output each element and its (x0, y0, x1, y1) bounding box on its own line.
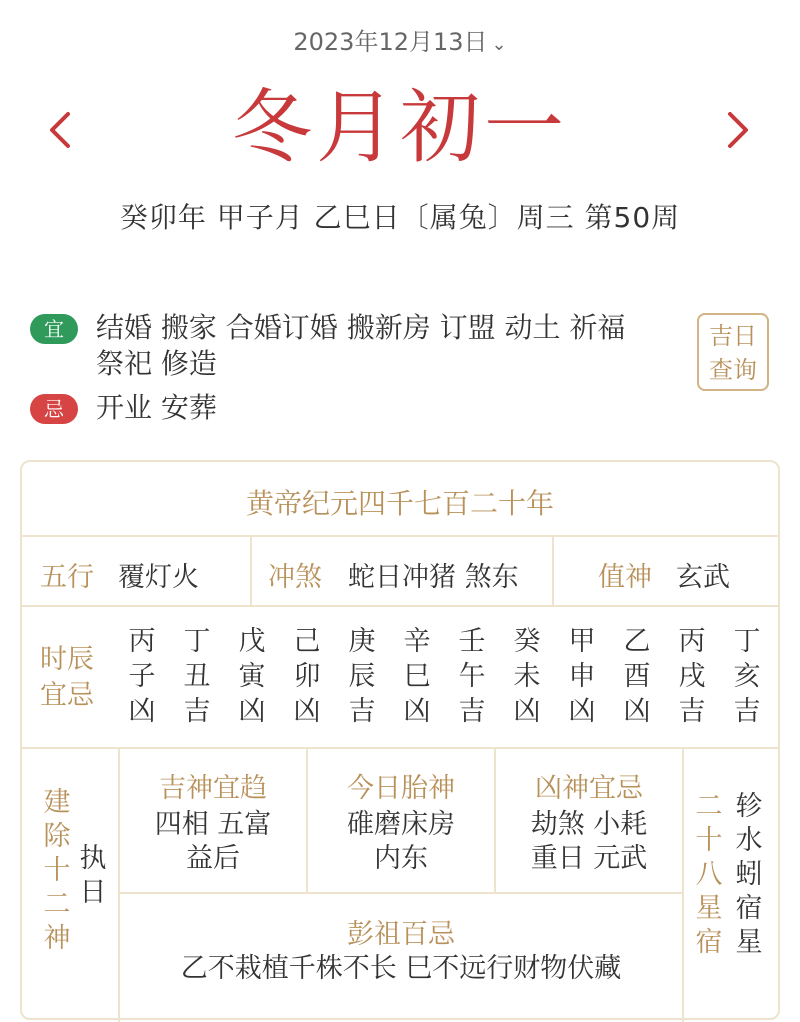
hour-luck: 凶 (128, 696, 156, 727)
hour-branch: 巳 (403, 661, 431, 692)
yi-text: 结婚 搬家 合婚订婚 搬新房 订盟 动土 祈福 祭祀 修造 (96, 311, 626, 380)
jishen-body: 四相 五富 益后 (154, 809, 272, 874)
jianchu-label-char: 二 (43, 889, 71, 920)
xiu-label-char: 八 (695, 859, 723, 890)
hour-branch: 申 (568, 661, 596, 692)
hour-luck: 凶 (513, 696, 541, 727)
jianchu-label-char: 神 (43, 923, 71, 954)
taishen-body: 碓磨床房 内东 (347, 809, 455, 874)
hour-luck: 吉 (733, 696, 761, 727)
hour-stem: 甲 (568, 626, 596, 657)
chongsha-value: 蛇日冲猪 煞东 (348, 562, 519, 593)
hour-branch: 戌 (678, 661, 706, 692)
jianchu-label-char: 除 (43, 821, 71, 852)
hour-stem: 己 (293, 626, 321, 657)
wuxing-label: 五行 (40, 562, 94, 593)
xiu-value-char: 宿 (735, 893, 763, 924)
hour-luck: 凶 (568, 696, 596, 727)
jianchu-label (40, 786, 74, 956)
hour-column (232, 624, 272, 729)
hour-column (342, 624, 382, 729)
jiri-button-line2: 查询 (709, 356, 757, 384)
hour-stem: 辛 (403, 626, 431, 657)
xiu-label (692, 790, 726, 960)
date-text: 2023年12月13日 (293, 28, 488, 56)
chevron-down-icon: ⌄ (491, 34, 507, 55)
zhishen-label: 值神 (598, 562, 652, 593)
hour-column (617, 624, 657, 729)
ganzhi-line: 癸卯年 甲子月 乙巳日〔属兔〕周三 第50周 (119, 201, 681, 234)
hour-luck: 吉 (458, 696, 486, 727)
auspicious-day-lookup-button[interactable] (697, 313, 769, 391)
era-title: 黄帝纪元四千七百二十年 (245, 487, 554, 520)
ji-row (30, 390, 680, 426)
date-selector[interactable] (0, 22, 800, 57)
taishen-title: 今日胎神 (347, 773, 455, 804)
xiu-value-char: 水 (735, 825, 763, 856)
hour-luck: 凶 (293, 696, 321, 727)
xiu-value (732, 790, 766, 960)
ji-badge: 忌 (30, 394, 78, 424)
jishen-title: 吉神宜趋 (159, 773, 267, 804)
xiongshen-body: 劫煞 小耗 重日 元武 (530, 809, 648, 874)
chevron-right-icon (718, 100, 758, 160)
hour-stem: 庚 (348, 626, 376, 657)
hour-stem: 癸 (513, 626, 541, 657)
hour-column (672, 624, 712, 729)
hour-branch: 酉 (623, 661, 651, 692)
xiu-label-char: 星 (695, 893, 723, 924)
xiu-label-char: 宿 (695, 927, 723, 958)
hour-branch: 卯 (293, 661, 321, 692)
yi-row (30, 310, 680, 382)
xiongshen-title: 凶神宜忌 (535, 773, 643, 804)
jianchu-label-char: 建 (43, 787, 71, 818)
hour-branch: 未 (513, 661, 541, 692)
hour-branch: 子 (128, 661, 156, 692)
hour-column (397, 624, 437, 729)
hour-branch: 辰 (348, 661, 376, 692)
hour-column (507, 624, 547, 729)
lunar-date-title: 冬月初一 (232, 81, 568, 174)
hour-column (452, 624, 492, 729)
zhishen-value: 玄武 (676, 562, 730, 593)
hour-luck: 吉 (348, 696, 376, 727)
hour-branch: 丑 (183, 661, 211, 692)
xiu-label-char: 十 (695, 825, 723, 856)
almanac-table (20, 460, 780, 1020)
hour-stem: 丁 (733, 626, 761, 657)
hour-branch: 亥 (733, 661, 761, 692)
xiu-label-char: 二 (695, 791, 723, 822)
hour-stem: 戊 (238, 626, 266, 657)
hour-column (727, 624, 767, 729)
hour-luck: 凶 (403, 696, 431, 727)
hour-stem: 丙 (128, 626, 156, 657)
xiu-value-char: 星 (735, 927, 763, 958)
jiri-button-line1: 吉日 (709, 322, 757, 350)
hour-branch: 寅 (238, 661, 266, 692)
jianchu-value (76, 842, 110, 910)
hour-luck: 凶 (238, 696, 266, 727)
chongsha-label: 冲煞 (268, 562, 322, 593)
hour-luck: 吉 (183, 696, 211, 727)
hour-stem: 乙 (623, 626, 651, 657)
yi-badge: 宜 (30, 314, 78, 344)
hour-branch: 午 (458, 661, 486, 692)
hour-stem: 丙 (678, 626, 706, 657)
hour-column (287, 624, 327, 729)
pengzu-title: 彭祖百忌 (347, 919, 455, 950)
next-day-button[interactable] (718, 100, 758, 160)
hour-luck: 凶 (623, 696, 651, 727)
hour-column (562, 624, 602, 729)
ji-text: 开业 安葬 (96, 391, 217, 424)
jianchu-label-char: 十 (43, 855, 71, 886)
jianchu-value-char: 日 (79, 877, 107, 908)
xiu-value-char: 蚓 (735, 859, 763, 890)
hour-stem: 壬 (458, 626, 486, 657)
hour-stem: 丁 (183, 626, 211, 657)
pengzu-text: 乙不栽植千株不长 巳不远行财物伏藏 (180, 953, 622, 984)
shichen-label: 时辰 宜忌 (40, 644, 94, 711)
wuxing-value: 覆灯火 (118, 562, 199, 593)
hour-column (177, 624, 217, 729)
hour-luck: 吉 (678, 696, 706, 727)
xiu-value-char: 轸 (735, 791, 763, 822)
jianchu-value-char: 执 (79, 843, 107, 874)
hour-column (122, 624, 162, 729)
yiji-section (30, 310, 680, 434)
